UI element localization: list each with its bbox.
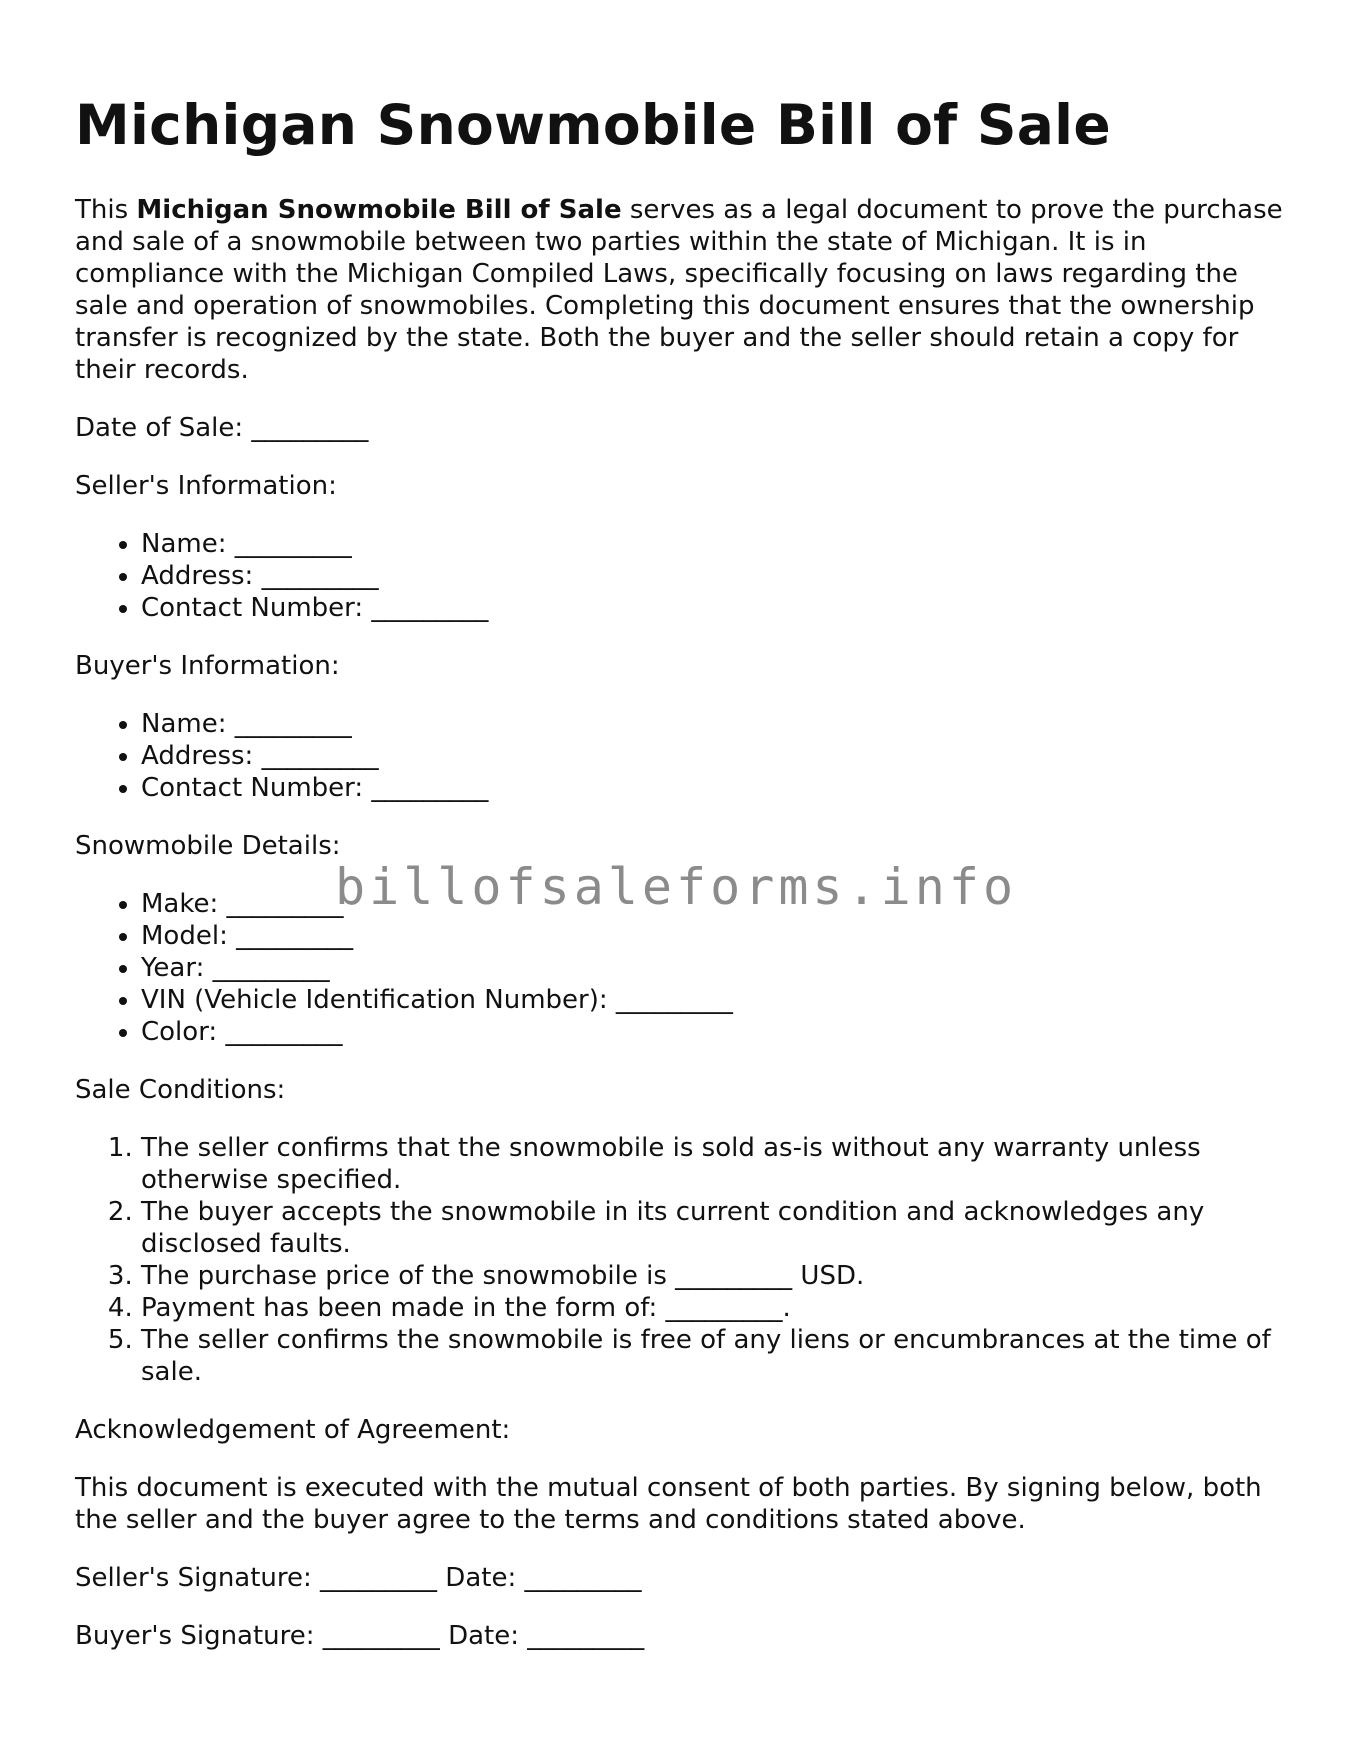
buyer-heading: Buyer's Information: [75, 651, 340, 681]
conditions-heading: Sale Conditions: [75, 1075, 286, 1105]
seller-address-field: • Address: _________ [141, 560, 1295, 592]
snowmobile-heading: Snowmobile Details: [75, 831, 341, 861]
snowmobile-make-field: • Make: _________ [141, 888, 1295, 920]
condition-item: 4. Payment has been made in the form of: _________. [141, 1292, 1295, 1324]
intro-prefix: This [75, 195, 137, 225]
buyer-signature-line: Buyer's Signature: _________ Date: _________ [75, 1621, 645, 1651]
conditions-list [75, 1132, 1295, 1388]
seller-heading: Seller's Information: [75, 471, 337, 501]
buyer-contact-field: • Contact Number: _________ [141, 772, 1295, 804]
acknowledgement-heading: Acknowledgement of Agreement: [75, 1415, 511, 1445]
watermark: billofsaleforms.info [335, 858, 1018, 916]
condition-item: 2. The buyer accepts the snowmobile in its current condition and acknowledges any disclosed faults. [141, 1196, 1295, 1260]
condition-item: 3. The purchase price of the snowmobile is _________ USD. [141, 1260, 1295, 1292]
intro-paragraph [75, 194, 1295, 386]
intro-body: serves as a legal document to prove the purchase and sale of a snowmobile between two parties within the state of Michigan. It is in compliance with the Michigan Compiled Laws, specifically focusing on laws regarding the sale and operation of snowmobiles. Completing this document ensures that the ownership transfer is recognized by the state. Both the buyer and the seller should retain a copy for their records. [75, 195, 1283, 385]
snowmobile-vin-field: • VIN (Vehicle Identification Number): _________ [141, 984, 1295, 1016]
seller-list [75, 528, 1295, 624]
page-title: Michigan Snowmobile Bill of Sale [75, 93, 1111, 157]
intro-bold-title: Michigan Snowmobile Bill of Sale [136, 195, 622, 225]
condition-item: 5. The seller confirms the snowmobile is free of any liens or encumbrances at the time of sale. [141, 1324, 1295, 1388]
seller-contact-field: • Contact Number: _________ [141, 592, 1295, 624]
buyer-list [75, 708, 1295, 804]
seller-name-field: • Name: _________ [141, 528, 1295, 560]
date-of-sale-field: Date of Sale: _________ [75, 413, 369, 443]
buyer-address-field: • Address: _________ [141, 740, 1295, 772]
snowmobile-year-field: • Year: _________ [141, 952, 1295, 984]
condition-item: 1. The seller confirms that the snowmobile is sold as-is without any warranty unless otherwise specified. [141, 1132, 1295, 1196]
snowmobile-model-field: • Model: _________ [141, 920, 1295, 952]
buyer-name-field: • Name: _________ [141, 708, 1295, 740]
acknowledgement-text: This document is executed with the mutual consent of both parties. By signing below, both the seller and the buyer agree to the terms and conditions stated above. [75, 1473, 1262, 1535]
seller-signature-line: Seller's Signature: _________ Date: _________ [75, 1563, 642, 1593]
snowmobile-color-field: • Color: _________ [141, 1016, 1295, 1048]
